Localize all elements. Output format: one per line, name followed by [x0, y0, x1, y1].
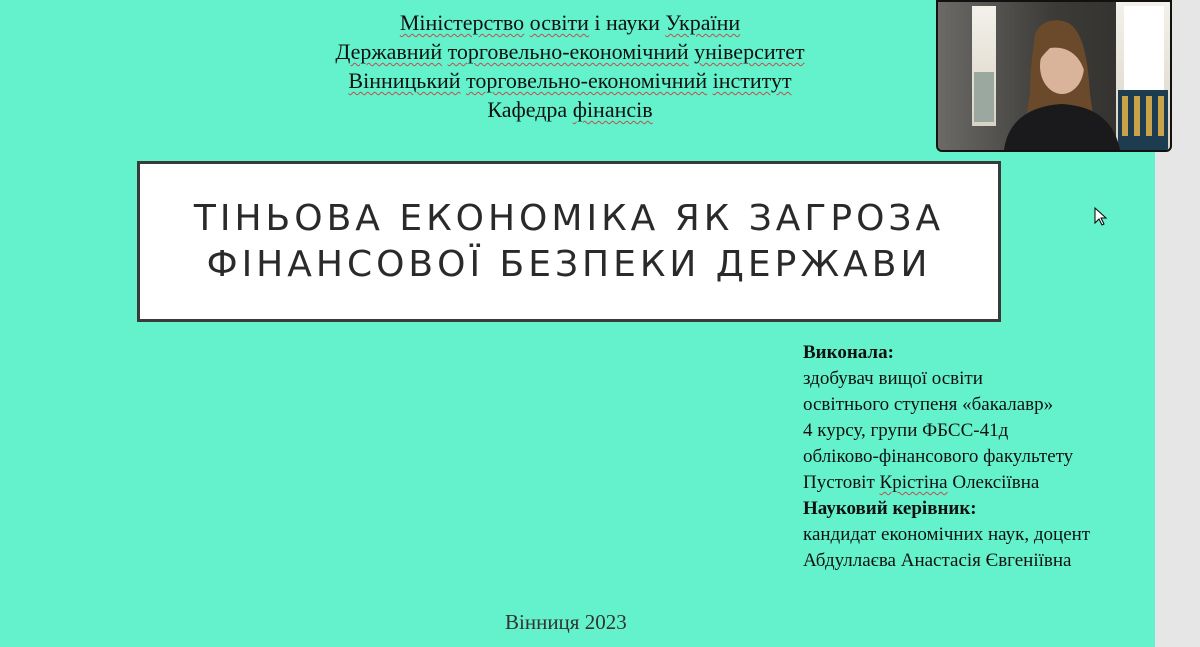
- supervisor-degree: кандидат економічних наук, доцент: [803, 524, 1091, 545]
- webcam-video-tile[interactable]: [936, 0, 1172, 152]
- author-name-part: Олексіївна: [947, 472, 1040, 493]
- author-line: освітнього ступеня «бакалавр»: [803, 394, 1054, 415]
- header-word: торговельно-економічний: [447, 39, 689, 64]
- supervisor-name: Абдуллаєва Анастасія Євгеніївна: [803, 550, 1072, 571]
- header-word: Вінницький: [348, 68, 461, 93]
- author-name: [803, 470, 1148, 496]
- header-word: освіти: [529, 10, 589, 35]
- author-line: обліково-фінансового факультету: [803, 446, 1074, 467]
- city-year: Вінниця 2023: [505, 610, 627, 634]
- slide-title-line-1: ТІНЬОВА ЕКОНОМІКА ЯК ЗАГРОЗА: [193, 197, 945, 239]
- header-word: фінансів: [572, 97, 653, 122]
- mouse-pointer-icon: [1094, 207, 1108, 227]
- author-name-part: Пустовіт: [803, 472, 880, 493]
- slide-title-line-2: ФІНАНСОВОЇ БЕЗПЕКИ ДЕРЖАВИ: [206, 243, 932, 285]
- header-word: України: [665, 10, 741, 35]
- header-word: університет: [694, 39, 805, 64]
- header-word: Державний: [335, 39, 443, 64]
- supervisor-label: Науковий керівник:: [803, 498, 977, 519]
- author-line: здобувач вищої освіти: [803, 368, 983, 389]
- author-name-part: Крістіна: [879, 472, 948, 493]
- performed-label: Виконала:: [803, 342, 894, 363]
- author-block: [803, 340, 1148, 574]
- header-word: і науки: [594, 10, 660, 35]
- header-word: Міністерство: [399, 10, 525, 35]
- header-word: Кафедра: [487, 97, 573, 122]
- header-word: інститут: [712, 68, 792, 93]
- author-line: 4 курсу, групи ФБСС-41д: [803, 420, 1009, 441]
- webcam-video-image: [938, 2, 1170, 150]
- header-word: торговельно-економічний: [466, 68, 708, 93]
- slide-title-box: [137, 161, 1001, 322]
